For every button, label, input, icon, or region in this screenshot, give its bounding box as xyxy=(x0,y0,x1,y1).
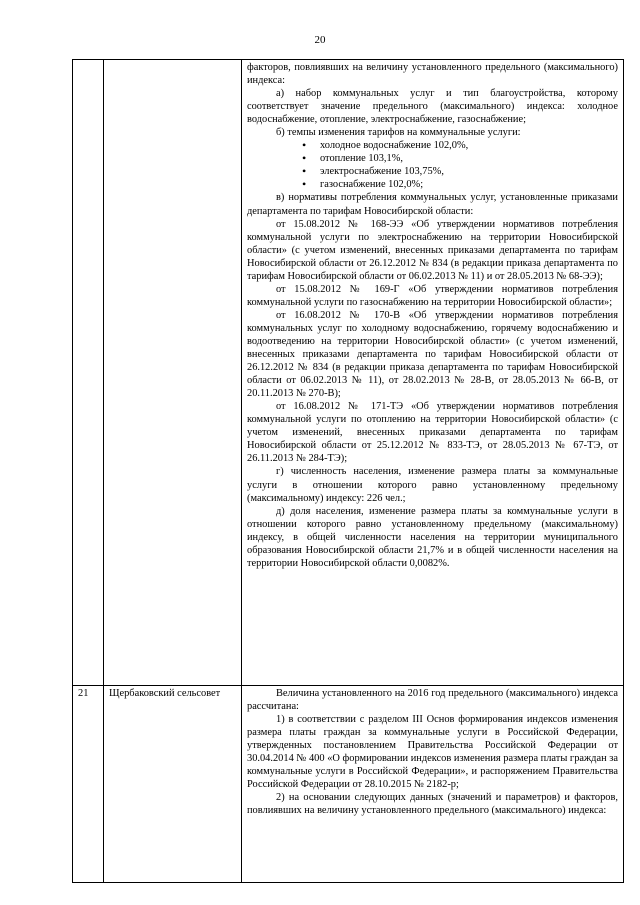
row-content xyxy=(242,686,624,883)
table-row xyxy=(73,60,624,686)
row-number: 21 xyxy=(73,686,104,883)
indices-table xyxy=(72,59,624,883)
paragraph: от 15.08.2012 № 168-ЭЭ «Об утверждении нормативов потребления коммунальной услуги по электроснабжению на территории Новосибирской области» (с учетом изменений, внесенных приказами департамента по тарифам Новосибирской области от 26.12.2012 № 834 (в редакции приказа департамента по тарифам Новосибирской области от 06.02.2013 № 11) и от 28.05.2013 № 68-ЭЭ); xyxy=(247,218,618,282)
paragraph: д) доля населения, изменение размера платы за коммунальные услуги в отношении которого равно установленному предельному (максимальному) индексу, в общей численности населения на территории муниципального образования Новосибирской области 21,7% и в общей численности населения на территории Новосибирской области 0,0082%. xyxy=(247,505,618,569)
paragraph: от 16.08.2012 № 170-В «Об утверждении нормативов потребления коммунальных услуг по холодному водоснабжению, горячему водоснабжению и водоотведению на территории Новосибирской области» (с учетом изменений, внесенных приказами департамента по тарифам Новосибирской области от 26.12.2012 № 834 (в редакции приказа департамента по тарифам Новосибирской области от 06.02.2013 № 11), от 28.02.2013 № 28-В, от 28.05.2013 № 66-В, от 20.11.2013 № 270-В); xyxy=(247,309,618,400)
municipality-name: Щербаковский сельсовет xyxy=(104,686,242,883)
paragraph: факторов, повлиявших на величину установленного предельного (максимального) индекса: xyxy=(247,62,618,87)
list-item: • холодное водоснабжение 102,0%, xyxy=(320,139,618,152)
list-item: • отопление 103,1%, xyxy=(320,152,618,165)
page-number: 20 xyxy=(314,34,326,46)
paragraph: от 16.08.2012 № 171-ТЭ «Об утверждении нормативов потребления коммунальной услуги по отоплению на территории Новосибирской области» (с учетом изменений, внесенных приказами департамента по тарифам Новосибирской области от 25.12.2012 № 833-ТЭ, от 28.05.2013 № 67-ТЭ, от 26.11.2013 № 284-ТЭ); xyxy=(247,401,618,465)
tariff-growth-list xyxy=(247,139,618,191)
list-item: • газоснабжение 102,0%; xyxy=(320,178,618,191)
municipality-name xyxy=(104,60,242,686)
paragraph: 1) в соответствии с разделом III Основ формирования индексов изменения размера платы граждан за коммунальные услуги в Российской Федерации, утвержденных постановлением Правительства Российской Федерации от 30.04.2014 № 400 «О формировании индексов изменения размера платы граждан за коммунальные услуги в Российской Федерации», и распоряжением Правительства Российской Федерации от 28.10.2015 № 2182-р; xyxy=(247,714,618,791)
paragraph: Величина установленного на 2016 год предельного (максимального) индекса рассчитана: xyxy=(247,688,618,713)
paragraph: б) темпы изменения тарифов на коммунальные услуги: xyxy=(276,127,521,139)
row-number xyxy=(73,60,104,686)
list-item: • электроснабжение 103,75%, xyxy=(320,165,618,178)
row-content xyxy=(242,60,624,686)
paragraph: 2) на основании следующих данных (значений и параметров) и факторов, повлиявших на величину установленного предельного (максимального) индекса: xyxy=(247,792,618,817)
paragraph: в) нормативы потребления коммунальных услуг, установленные приказами департамента по тарифам Новосибирской области: xyxy=(247,192,618,217)
paragraph: от 15.08.2012 № 169-Г «Об утверждении нормативов потребления коммунальной услуги по газоснабжению на территории Новосибирской области»; xyxy=(247,283,618,308)
paragraph: г) численность населения, изменение размера платы за коммунальные услуги в отношении которого равно установленному предельному (максимальному) индексу: 226 чел.; xyxy=(247,466,618,504)
table-row xyxy=(73,686,624,883)
paragraph: а) набор коммунальных услуг и тип благоустройства, которому соответствует значение предельного (максимального) индекса: холодное водоснабжение, отопление, электроснабжение, газоснабжение; xyxy=(247,88,618,126)
